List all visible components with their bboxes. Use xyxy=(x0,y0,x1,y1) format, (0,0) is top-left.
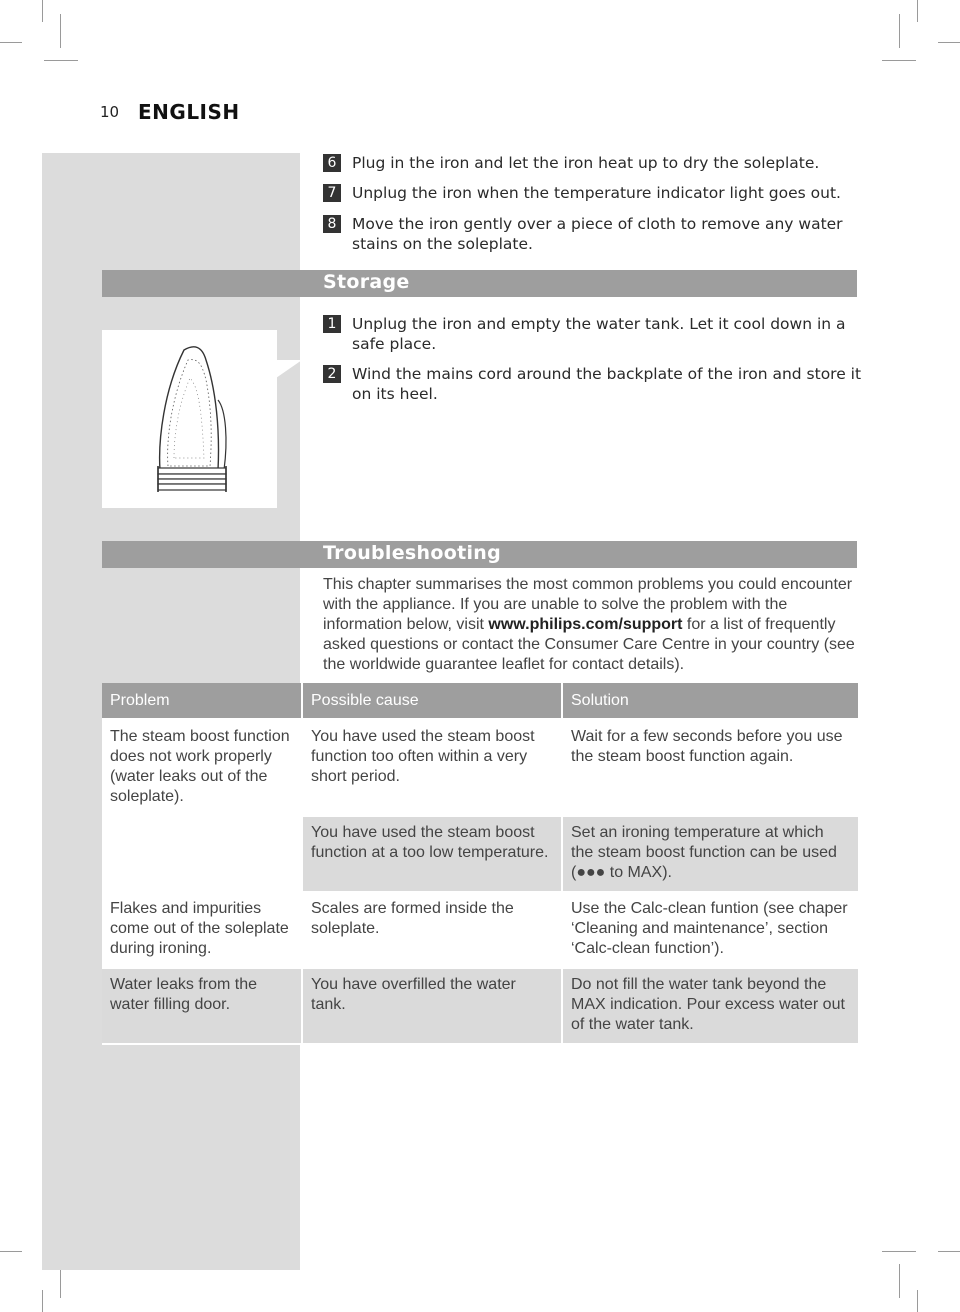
step-text: Unplug the iron when the temperature indicator light goes out. xyxy=(352,184,841,202)
page-number: 10 xyxy=(100,103,120,121)
step-number: 2 xyxy=(323,365,341,383)
crop-mark xyxy=(917,0,918,22)
solution-cell: Wait for a few seconds before you use the steam boost function again. xyxy=(562,720,858,817)
table-header-row xyxy=(102,683,858,720)
crop-mark xyxy=(60,14,61,48)
step-number: 7 xyxy=(323,184,341,202)
table-row xyxy=(102,968,858,1044)
column-header-cause: Possible cause xyxy=(302,683,562,720)
step-text: Move the iron gently over a piece of cloth to remove any water stains on the soleplate. xyxy=(352,215,843,253)
step-text: Wind the mains cord around the backplate of the iron and store it on its heel. xyxy=(352,365,862,403)
intro-text: This chapter summarises the most common problems you could encounter with the appliance. If you are unable to solve the problem with the information below, visit xyxy=(323,576,853,633)
step-text: Unplug the iron and empty the water tank. Let it cool down in a safe place. xyxy=(352,315,846,353)
step-text: Plug in the iron and let the iron heat up to dry the soleplate. xyxy=(352,154,820,172)
intro-text: for a list of frequently asked questions or contact the Consumer Care Centre in your country (see the worldwide guarantee leaflet for contact details). xyxy=(323,616,855,673)
troubleshooting-table xyxy=(102,683,858,1045)
step-item xyxy=(323,153,863,173)
problem-cell: Flakes and impurities come out of the soleplate during ironing. xyxy=(102,892,302,968)
cause-cell: You have overfilled the water tank. xyxy=(302,968,562,1044)
cause-cell: You have used the steam boost function too often within a very short period. xyxy=(302,720,562,817)
crop-mark xyxy=(0,1251,22,1252)
crop-mark xyxy=(44,60,78,61)
step-number: 8 xyxy=(323,215,341,233)
cause-cell: You have used the steam boost function at a too low temperature. xyxy=(302,816,562,892)
language-heading: ENGLISH xyxy=(138,100,240,124)
illustration-box xyxy=(102,330,277,508)
column-header-problem: Problem xyxy=(102,683,302,720)
support-link[interactable]: www.philips.com/support xyxy=(488,616,683,633)
step-item xyxy=(323,214,863,254)
problem-cell xyxy=(102,816,302,892)
crop-mark xyxy=(899,1264,900,1298)
troubleshooting-intro xyxy=(323,575,863,675)
crop-mark xyxy=(938,1251,960,1252)
step-item xyxy=(323,364,863,404)
crop-mark xyxy=(42,1290,43,1312)
step-item xyxy=(323,314,863,354)
column-header-solution: Solution xyxy=(562,683,858,720)
step-number: 1 xyxy=(323,315,341,333)
step-item xyxy=(323,183,863,203)
crop-mark xyxy=(917,1290,918,1312)
section-title: Troubleshooting xyxy=(323,542,501,564)
solution-cell: Use the Calc-clean funtion (see chaper ‘Cleaning and maintenance’, section ‘Calc-clean function’). xyxy=(562,892,858,968)
crop-mark xyxy=(42,0,43,22)
step-number: 6 xyxy=(323,154,341,172)
crop-mark xyxy=(938,42,960,43)
table-row xyxy=(102,892,858,968)
crop-mark xyxy=(899,14,900,48)
crop-mark xyxy=(882,1251,916,1252)
table-row xyxy=(102,720,858,817)
iron-on-heel-icon xyxy=(102,330,277,508)
solution-cell: Do not fill the water tank beyond the MAX indication. Pour excess water out of the water tank. xyxy=(562,968,858,1044)
section-bar-troubleshooting xyxy=(102,541,857,568)
table-row xyxy=(102,816,858,892)
cause-cell: Scales are formed inside the soleplate. xyxy=(302,892,562,968)
solution-cell: Set an ironing temperature at which the steam boost function can be used (●●● to MAX). xyxy=(562,816,858,892)
section-bar-storage xyxy=(102,270,857,297)
section-title: Storage xyxy=(323,271,410,293)
problem-cell: The steam boost function does not work properly (water leaks out of the soleplate). xyxy=(102,720,302,817)
callout-pointer xyxy=(276,360,302,380)
crop-mark xyxy=(0,42,22,43)
problem-cell: Water leaks from the water filling door. xyxy=(102,968,302,1044)
crop-mark xyxy=(882,60,916,61)
